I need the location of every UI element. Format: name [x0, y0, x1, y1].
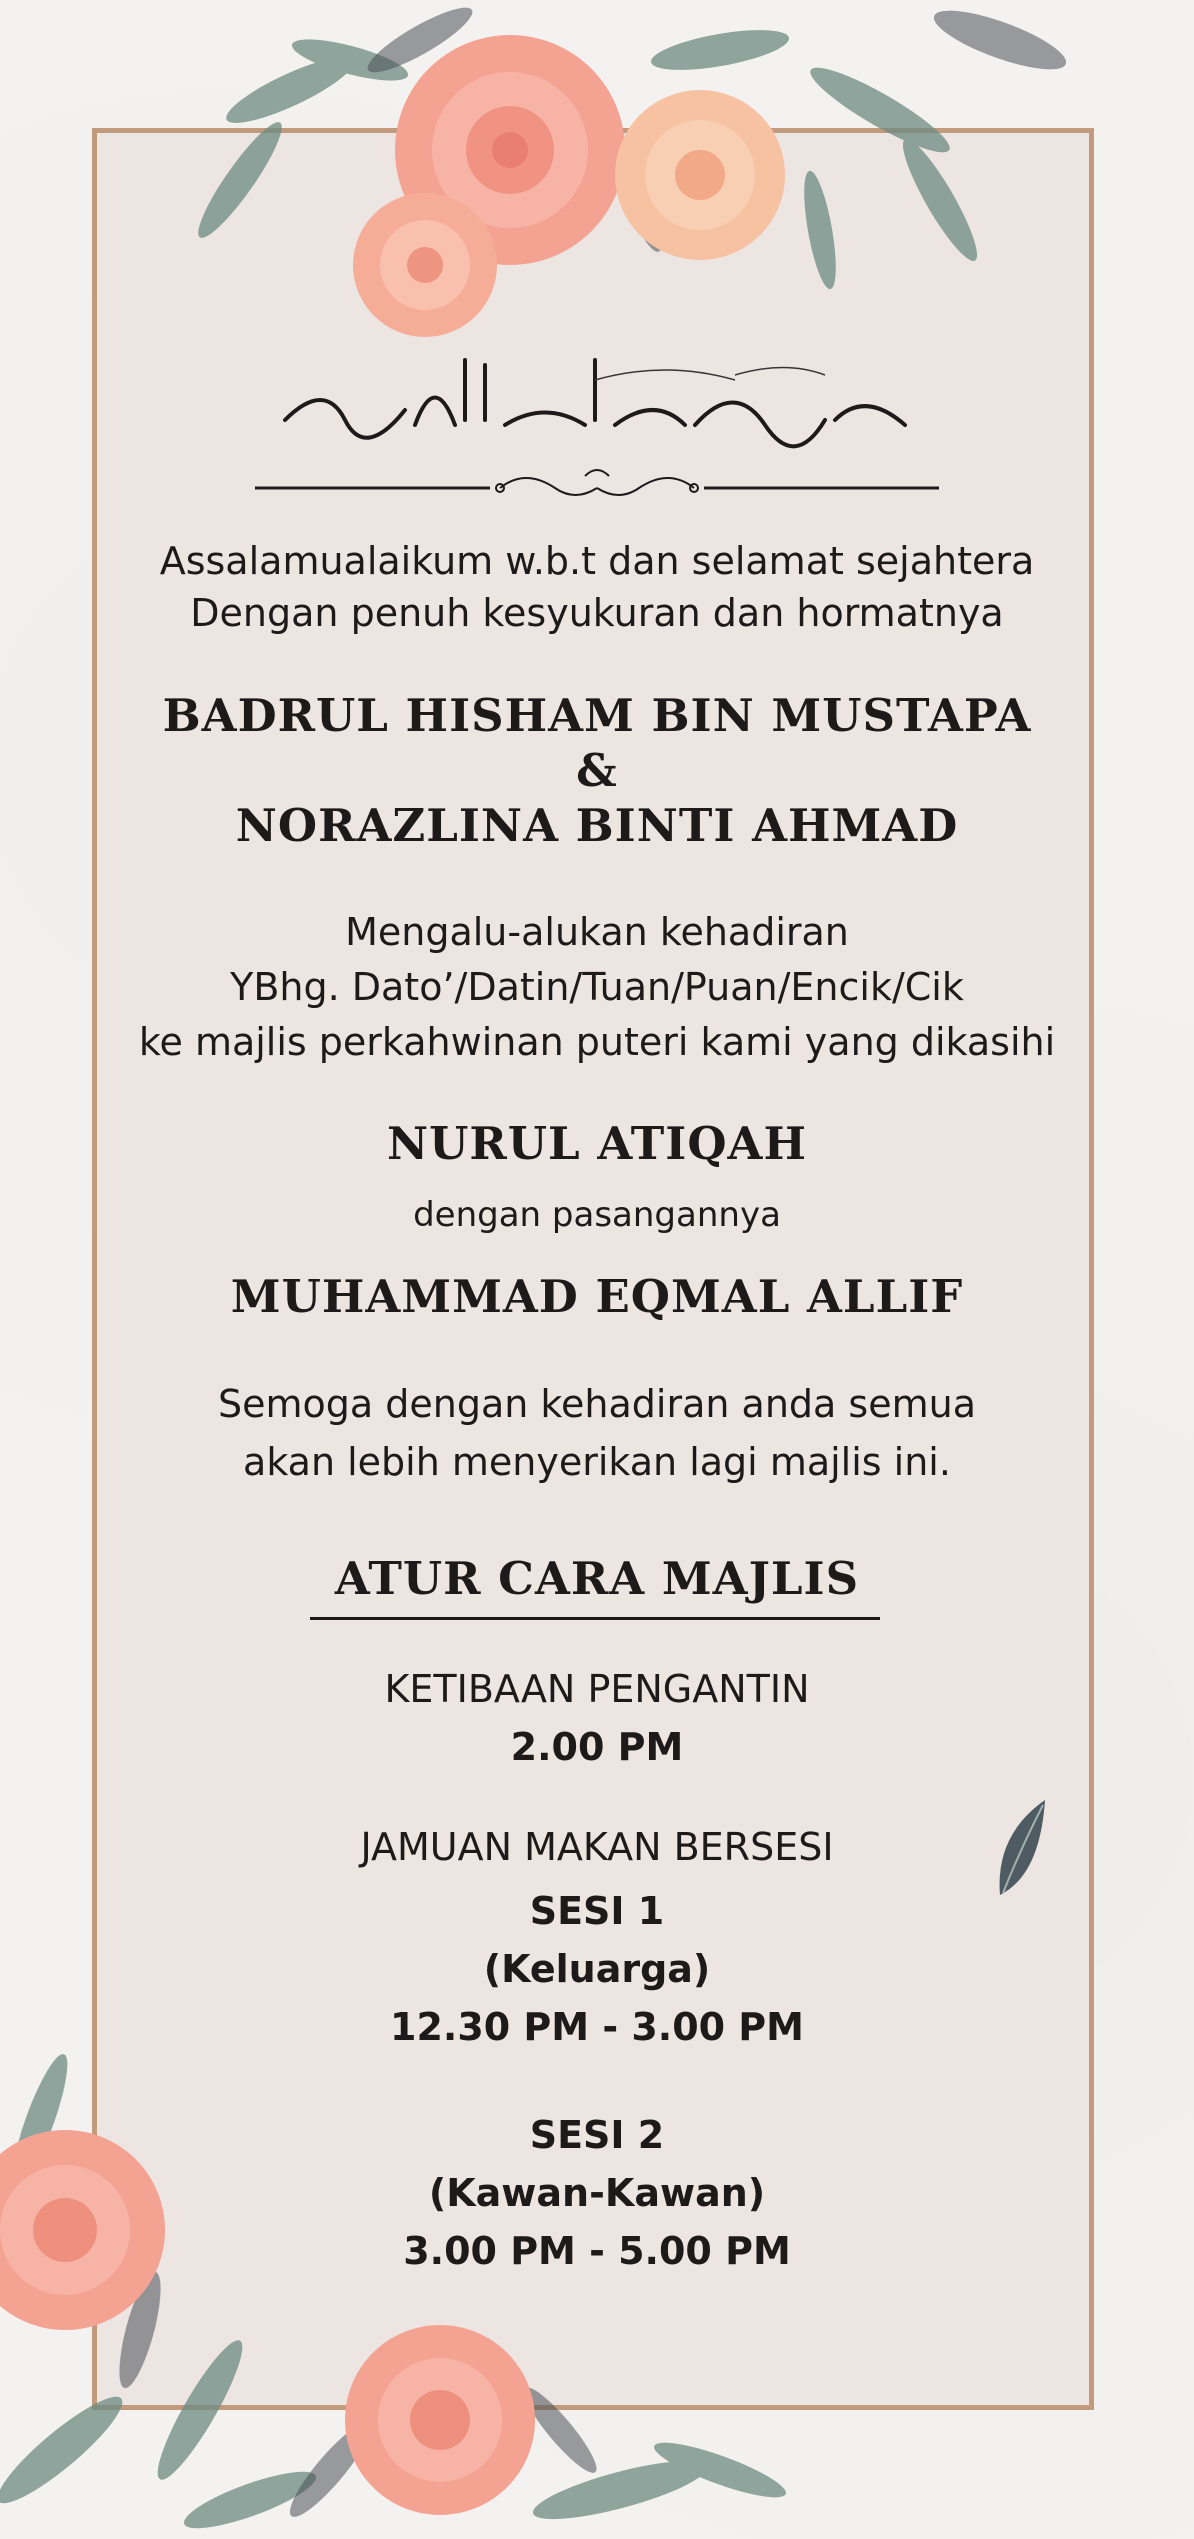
greeting-line-1: Assalamualaikum w.b.t dan selamat sejahtera: [159, 539, 1035, 583]
parents-block: [0, 688, 1194, 853]
wish-line-1: Semoga dengan kehadiran anda semua: [218, 1382, 976, 1426]
invitation-line-1: Mengalu-alukan kehadiran: [345, 910, 849, 954]
greeting-block: [0, 535, 1194, 639]
program-title: ATUR CARA MAJLIS: [334, 1552, 860, 1605]
session2-group: (Kawan-Kawan): [428, 2171, 766, 2215]
bismillah-calligraphy-icon: [265, 340, 930, 460]
session1-name: SESI 1: [529, 1889, 665, 1933]
wish-block: [0, 1375, 1194, 1491]
mother-name: NORAZLINA BINTI AHMAD: [235, 799, 959, 852]
arrival-label: KETIBAAN PENGANTIN: [384, 1667, 810, 1711]
feast-event: [0, 1818, 1194, 2280]
session2-time: 3.00 PM - 5.00 PM: [403, 2229, 791, 2273]
bride-name: NURUL ATIQAH: [387, 1117, 807, 1170]
feast-label: JAMUAN MAKAN BERSESI: [360, 1825, 834, 1869]
invitation-block: [0, 905, 1194, 1070]
ampersand: &: [576, 744, 618, 797]
greeting-line-2: Dengan penuh kesyukuran dan hormatnya: [190, 591, 1004, 635]
session2-name: SESI 2: [529, 2113, 665, 2157]
session1-group: (Keluarga): [483, 1947, 711, 1991]
invitation-line-3: ke majlis perkahwinan puteri kami yang dikasihi: [138, 1020, 1056, 1064]
groom-name: MUHAMMAD EQMAL ALLIF: [230, 1270, 964, 1323]
arrival-time: 2.00 PM: [510, 1725, 684, 1769]
program-divider: [310, 1617, 880, 1620]
couple-joiner: dengan pasangannya: [413, 1195, 781, 1235]
wish-line-2: akan lebih menyerikan lagi majlis ini.: [243, 1440, 951, 1484]
father-name: BADRUL HISHAM BIN MUSTAPA: [162, 689, 1032, 742]
flourish-ornament-icon: [255, 462, 939, 512]
session1-time: 12.30 PM - 3.00 PM: [390, 2005, 804, 2049]
invitation-line-2: YBhg. Dato’/Datin/Tuan/Puan/Encik/Cik: [230, 965, 964, 1009]
arrival-event: [0, 1660, 1194, 1776]
